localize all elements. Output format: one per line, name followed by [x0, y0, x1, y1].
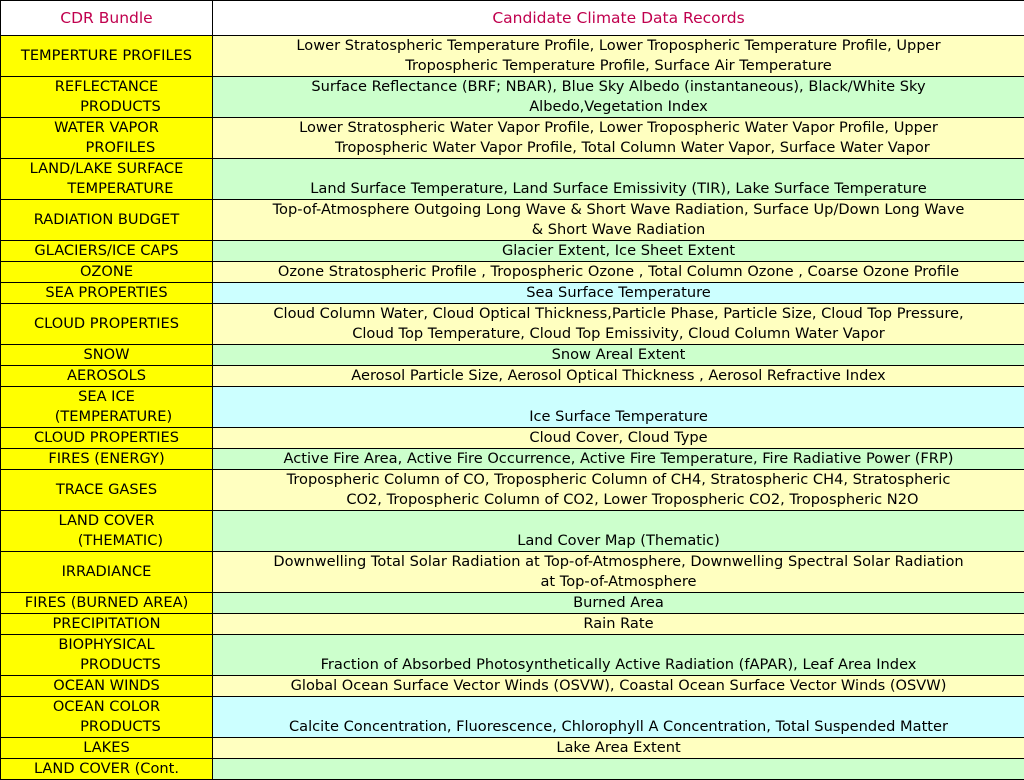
bundle-cell: BIOPHYSICAL PRODUCTS [1, 635, 213, 676]
table-row [1, 449, 1024, 470]
records-cell: Surface Reflectance (BRF; NBAR), Blue Sky Albedo (instantaneous), Black/White Sky Albedo,Vegetation Index [213, 77, 1024, 118]
records-cell: Glacier Extent, Ice Sheet Extent [213, 241, 1024, 262]
bundle-cell: SEA PROPERTIES [1, 283, 213, 304]
table-row [1, 470, 1024, 511]
table-row [1, 635, 1024, 676]
table-row [1, 738, 1024, 759]
records-cell: Fraction of Absorbed Photosynthetically Active Radiation (fAPAR), Leaf Area Index [213, 635, 1024, 676]
bundle-cell: AEROSOLS [1, 366, 213, 387]
table-row [1, 36, 1024, 77]
table-row [1, 428, 1024, 449]
records-cell: Calcite Concentration, Fluorescence, Chlorophyll A Concentration, Total Suspended Matter [213, 697, 1024, 738]
records-cell: Snow Areal Extent [213, 345, 1024, 366]
bundle-cell: OZONE [1, 262, 213, 283]
table-row [1, 676, 1024, 697]
records-cell: Cloud Column Water, Cloud Optical Thickness,Particle Phase, Particle Size, Cloud Top Pressure, Cloud Top Temperature, Cloud Top Emissivity, Cloud Column Water Vapor [213, 304, 1024, 345]
table-row [1, 262, 1024, 283]
table-row [1, 283, 1024, 304]
bundle-cell: OCEAN WINDS [1, 676, 213, 697]
table-row [1, 304, 1024, 345]
records-cell: Active Fire Area, Active Fire Occurrence, Active Fire Temperature, Fire Radiative Power (FRP) [213, 449, 1024, 470]
bundle-cell: PRECIPITATION [1, 614, 213, 635]
bundle-cell: REFLECTANCE PRODUCTS [1, 77, 213, 118]
records-cell: Land Surface Temperature, Land Surface Emissivity (TIR), Lake Surface Temperature [213, 159, 1024, 200]
header-candidate-records: Candidate Climate Data Records [213, 1, 1024, 36]
records-cell: Cloud Cover, Cloud Type [213, 428, 1024, 449]
table-row [1, 593, 1024, 614]
bundle-cell: GLACIERS/ICE CAPS [1, 241, 213, 262]
table-row [1, 552, 1024, 593]
records-cell: Ozone Stratospheric Profile , Tropospheric Ozone , Total Column Ozone , Coarse Ozone Profile [213, 262, 1024, 283]
bundle-cell: LAND COVER (THEMATIC) [1, 511, 213, 552]
bundle-cell: FIRES (BURNED AREA) [1, 593, 213, 614]
table-row [1, 759, 1024, 780]
bundle-cell: OCEAN COLOR PRODUCTS [1, 697, 213, 738]
records-cell: Aerosol Particle Size, Aerosol Optical Thickness , Aerosol Refractive Index [213, 366, 1024, 387]
bundle-cell: FIRES (ENERGY) [1, 449, 213, 470]
bundle-cell: CLOUD PROPERTIES [1, 304, 213, 345]
bundle-cell: TEMPERTURE PROFILES [1, 36, 213, 77]
table-row [1, 345, 1024, 366]
bundle-cell: TRACE GASES [1, 470, 213, 511]
bundle-cell: CLOUD PROPERTIES [1, 428, 213, 449]
table-row [1, 614, 1024, 635]
records-cell: Lower Stratospheric Water Vapor Profile, Lower Tropospheric Water Vapor Profile, Upper Tropospheric Water Vapor Profile, Total Column Water Vapor, Surface Water Vapor [213, 118, 1024, 159]
bundle-cell: IRRADIANCE [1, 552, 213, 593]
bundle-cell: RADIATION BUDGET [1, 200, 213, 241]
records-cell: Rain Rate [213, 614, 1024, 635]
records-cell: Downwelling Total Solar Radiation at Top-of-Atmosphere, Downwelling Spectral Solar Radiation at Top-of-Atmosphere [213, 552, 1024, 593]
records-cell: Lake Area Extent [213, 738, 1024, 759]
table-row [1, 159, 1024, 200]
bundle-cell: SNOW [1, 345, 213, 366]
bundle-cell: SEA ICE (TEMPERATURE) [1, 387, 213, 428]
records-cell: Global Ocean Surface Vector Winds (OSVW), Coastal Ocean Surface Vector Winds (OSVW) [213, 676, 1024, 697]
records-cell: Land Cover Map (Thematic) [213, 511, 1024, 552]
records-cell: Ice Surface Temperature [213, 387, 1024, 428]
table-row [1, 387, 1024, 428]
records-cell: Top-of-Atmosphere Outgoing Long Wave & Short Wave Radiation, Surface Up/Down Long Wave & Short Wave Radiation [213, 200, 1024, 241]
bundle-cell: LAND/LAKE SURFACE TEMPERATURE [1, 159, 213, 200]
header-row [1, 1, 1024, 36]
table-row [1, 200, 1024, 241]
table-row [1, 241, 1024, 262]
records-cell: Lower Stratospheric Temperature Profile, Lower Tropospheric Temperature Profile, Upper Tropospheric Temperature Profile, Surface Air Temperature [213, 36, 1024, 77]
bundle-cell: LAKES [1, 738, 213, 759]
records-cell: Sea Surface Temperature [213, 283, 1024, 304]
table-row [1, 697, 1024, 738]
table-row [1, 511, 1024, 552]
bundle-cell: LAND COVER (Cont. [1, 759, 213, 780]
records-cell [213, 759, 1024, 780]
table-row [1, 77, 1024, 118]
header-cdr-bundle: CDR Bundle [1, 1, 213, 36]
records-cell: Tropospheric Column of CO, Tropospheric Column of CH4, Stratospheric CH4, Stratospheric CO2, Tropospheric Column of CO2, Lower Tropospheric CO2, Tropospheric N2O [213, 470, 1024, 511]
table-row [1, 366, 1024, 387]
bundle-cell: WATER VAPOR PROFILES [1, 118, 213, 159]
records-cell: Burned Area [213, 593, 1024, 614]
table-row [1, 118, 1024, 159]
